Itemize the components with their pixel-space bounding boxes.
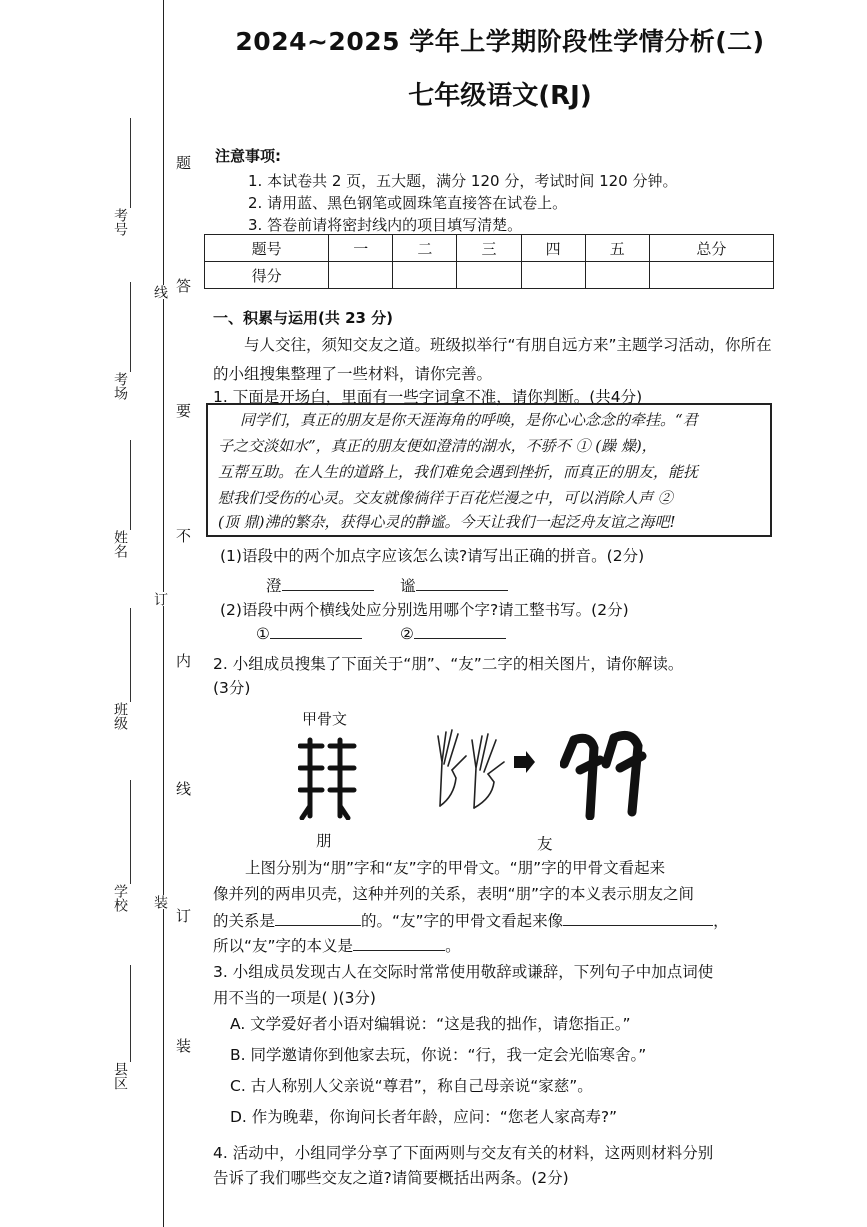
hands-illustration [430,722,510,812]
q1-sub1: (1)语段中的两个加点字应该怎么读?请写出正确的拼音。(2分) [220,547,645,565]
score-header-cell: 五 [585,235,649,262]
field-exam-room-label: 考场 [112,372,128,400]
word-blank-a[interactable] [270,622,362,639]
field-school-blank[interactable] [130,780,131,884]
seal-char: 不 [176,527,192,545]
seal-char: 答 [176,277,192,295]
oracle-bone-label: 甲骨文 [302,710,348,728]
char-cheng: 澄 [266,577,282,595]
score-cell[interactable] [329,262,393,289]
notice-item: 1. 本试卷共 2 页，五大题，满分 120 分，考试时间 120 分钟。 [248,172,678,190]
margin-mark-seal: 装 [152,895,168,909]
q2-text-line3 [213,909,729,931]
notice-item: 3. 答卷前请将密封线内的项目填写清楚。 [248,216,523,234]
q2-points: (3分) [213,679,251,697]
q1-stem: 1. 下面是开场白，里面有一些字词拿不准，请你判断。(共4分) [213,388,643,406]
circled-two: ② [400,625,414,643]
score-cell[interactable] [393,262,457,289]
score-table-header-row [205,235,774,262]
q3-option-a[interactable]: A. 文学爱好者小语对编辑说：“这是我的拙作，请您指正。” [230,1015,631,1033]
q2-text-line2: 像并列的两串贝壳，这种并列的关系，表明“朋”字的本义表示朋友之间 [213,885,695,903]
q1-sub1-char-a [266,574,374,596]
section1-intro: 与人交往，须知交友之道。班级拟举行“有朋自远方来”主题学习活动，你所在的小组搜集整理了一些材料，请你完善。 [213,336,772,383]
passage-line: 慰我们受伤的心灵。交友就像徜徉于百花烂漫之中，可以消除人声 ② [218,489,673,507]
q2-text-fragment: 的关系是 [213,912,276,930]
peng-oracle-glyph [298,736,358,820]
q2-text-fragment: 所以“友”字的本义是 [213,937,354,955]
field-district-label: 县区 [112,1062,128,1090]
exam-subtitle: 七年级语文(RJ) [408,81,592,111]
notice-heading: 注意事项: [215,147,281,165]
char-mi: 谧 [400,577,416,595]
seal-char: 装 [176,1037,192,1055]
exam-title: 2024~2025 学年上学期阶段性学情分析(二) [235,27,765,56]
q3-stem-line2: 用不当的一项是( )(3分) [213,989,376,1007]
field-class-blank[interactable] [130,608,131,702]
q1-sub2-blank-b [400,622,506,643]
passage-line: (顶 鼎)沸的繁杂，获得心灵的静谧。今天让我们一起泛舟友谊之海吧! [218,513,676,531]
field-name-label: 姓名 [112,530,128,558]
q2-blank-meaning[interactable] [353,934,445,951]
q4-stem-line2: 告诉了我们哪些交友之道?请简要概括出两条。(2分) [213,1169,569,1187]
q2-blank-relationship[interactable] [275,909,361,926]
score-header-cell: 二 [393,235,457,262]
field-class-label: 班级 [112,702,128,730]
field-school-label: 学校 [112,884,128,912]
q1-sub1-char-b [400,574,508,596]
score-table [204,234,774,289]
notice-item: 2. 请用蓝、黑色钢笔或圆珠笔直接答在试卷上。 [248,194,568,212]
arrow-right-icon [512,750,536,774]
seal-char: 题 [176,154,192,172]
score-header-cell: 三 [457,235,521,262]
q2-text-line4 [213,934,461,956]
passage-line: 子之交淡如水”，真正的朋友便如澄清的湖水，不骄不 ① (躁 燥)， [218,437,657,455]
peng-caption: 朋 [316,832,332,850]
you-caption: 友 [537,835,553,853]
q1-sub2-blank-a [256,622,362,643]
field-exam-number-label: 考号 [112,208,128,236]
margin-mark-line: 线 [152,285,168,299]
you-oracle-glyph [560,720,650,820]
q4-stem-line1: 4. 活动中，小组同学分享了下面两则与交友有关的材料，这两则材料分别 [213,1144,714,1162]
seal-line [163,0,164,1227]
passage-line: 同学们，真正的朋友是你天涯海角的呼唤，是你心心念念的牵挂。“君 [240,411,698,429]
field-exam-room-blank[interactable] [130,282,131,372]
seal-char: 订 [176,907,192,925]
score-header-cell: 题号 [205,235,329,262]
field-name-blank[interactable] [130,440,131,530]
field-exam-number-blank[interactable] [130,118,131,208]
q2-text-fragment: 。 [445,937,461,955]
seal-char: 要 [176,402,192,420]
seal-char: 线 [176,780,192,798]
q2-text-fragment: 的。“友”字的甲骨文看起来像 [361,912,564,930]
q1-passage-box [206,403,772,537]
q3-option-b[interactable]: B. 同学邀请你到他家去玩，你说：“行，我一定会光临寒舍。” [230,1046,647,1064]
word-blank-b[interactable] [414,622,506,639]
score-cell[interactable] [457,262,521,289]
score-header-cell: 总分 [649,235,773,262]
score-row-label: 得分 [205,262,329,289]
q3-option-d[interactable]: D. 作为晚辈，你询问长者年龄，应问：“您老人家高寿?” [230,1108,618,1126]
section1-heading: 一、积累与运用(共 23 分) [213,309,394,327]
seal-char: 内 [176,652,192,670]
margin-mark-bind: 订 [152,592,168,606]
q2-text-fragment: ， [713,912,729,930]
passage-line: 互帮互助。在人生的道路上，我们难免会遇到挫折，而真正的朋友，能抚 [218,463,699,481]
score-header-cell: 一 [329,235,393,262]
q1-sub2: (2)语段中两个横线处应分别选用哪个字?请工整书写。(2分) [220,601,629,619]
q3-stem-line1: 3. 小组成员发现古人在交际时常常使用敬辞或谦辞，下列句子中加点词使 [213,963,714,981]
q2-text-line1: 上图分别为“朋”字和“友”字的甲骨文。“朋”字的甲骨文看起来 [245,859,666,877]
score-header-cell: 四 [521,235,585,262]
q2-blank-looks-like[interactable] [563,909,713,926]
field-district-blank[interactable] [130,965,131,1062]
score-cell[interactable] [649,262,773,289]
score-table-score-row [205,262,774,289]
score-cell[interactable] [521,262,585,289]
score-cell[interactable] [585,262,649,289]
circled-one: ① [256,625,270,643]
q2-stem: 2. 小组成员搜集了下面关于“朋”、“友”二字的相关图片，请你解读。 [213,655,684,673]
pinyin-blank-b[interactable] [416,574,508,591]
q3-option-c[interactable]: C. 古人称别人父亲说“尊君”，称自己母亲说“家慈”。 [230,1077,593,1095]
pinyin-blank-a[interactable] [282,574,374,591]
